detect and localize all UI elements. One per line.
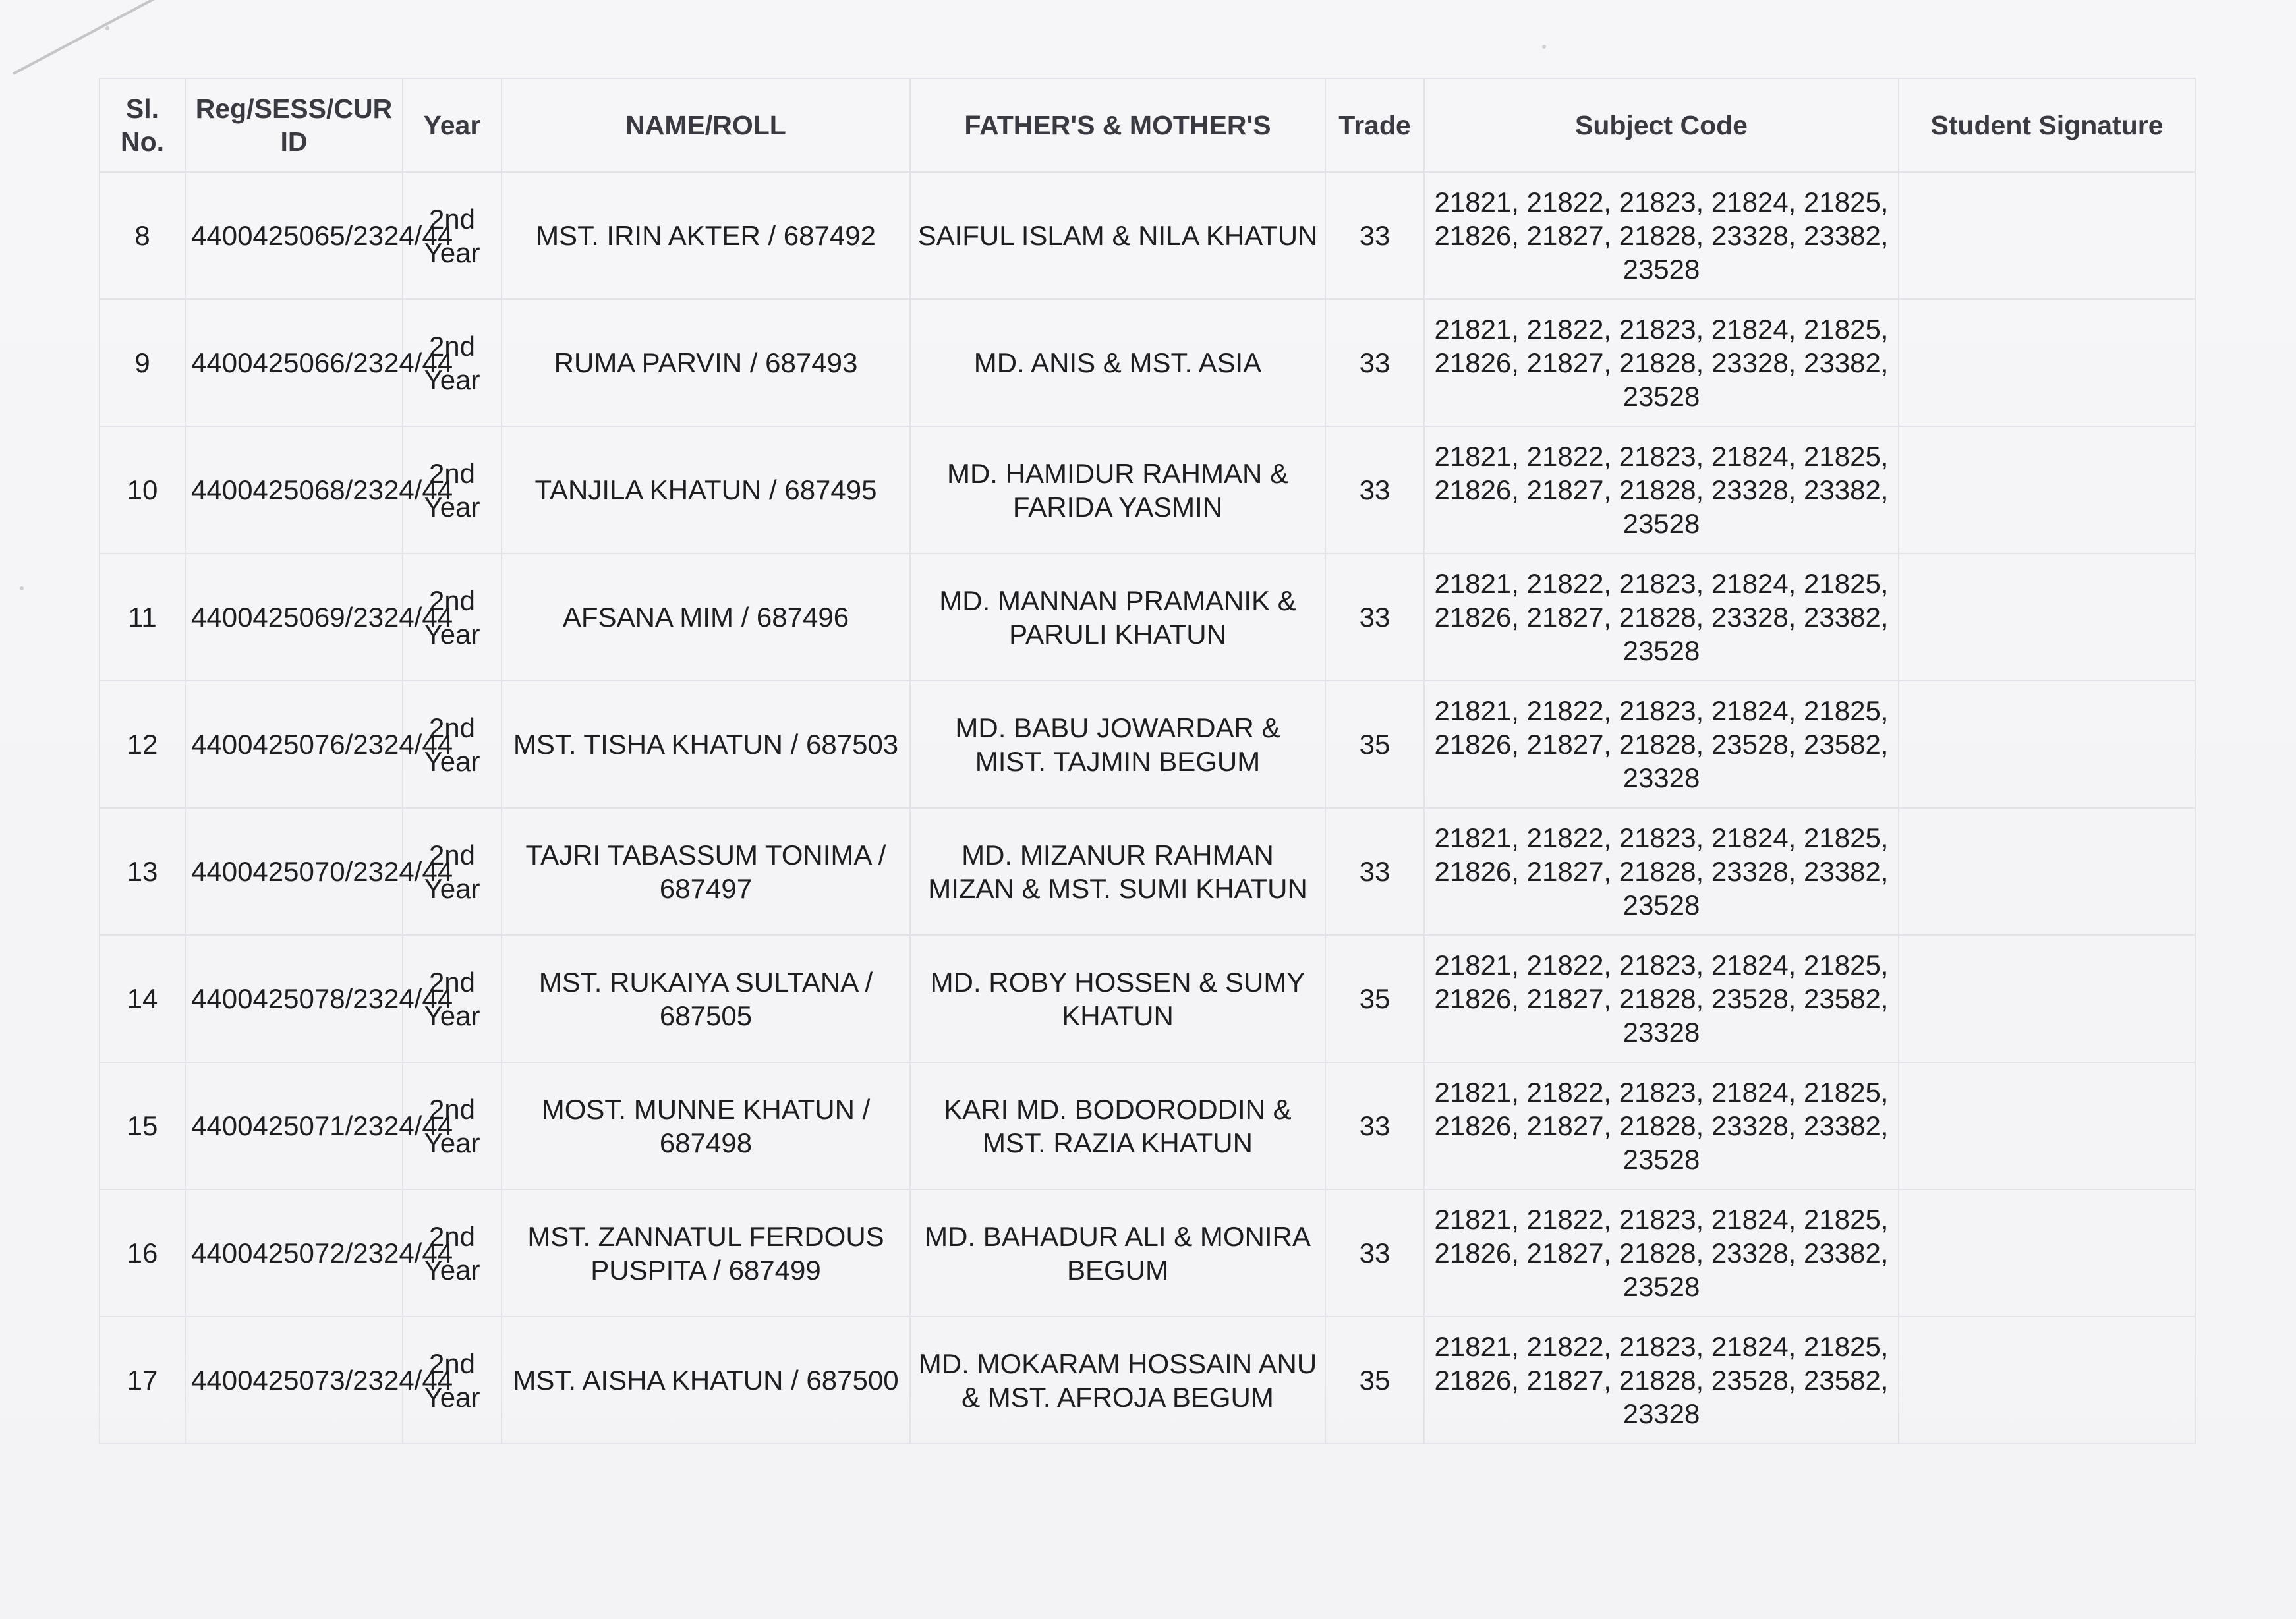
cell-sl: 14 [100, 935, 185, 1062]
cell-trade: 35 [1325, 1317, 1424, 1444]
cell-year: 2nd Year [403, 808, 502, 935]
cell-signature [1899, 172, 2195, 299]
cell-name-roll: MST. TISHA KHATUN / 687503 [502, 681, 910, 808]
cell-subject-code: 21821, 21822, 21823, 21824, 21825, 21826, 21827, 21828, 23328, 23382, 23528 [1424, 172, 1899, 299]
cell-trade: 35 [1325, 935, 1424, 1062]
cell-sl: 12 [100, 681, 185, 808]
cell-parents: MD. ROBY HOSSEN & SUMY KHATUN [910, 935, 1325, 1062]
cell-sl: 10 [100, 426, 185, 554]
cell-trade: 33 [1325, 426, 1424, 554]
cell-trade: 35 [1325, 681, 1424, 808]
cell-year: 2nd Year [403, 426, 502, 554]
cell-name-roll: MOST. MUNNE KHATUN / 687498 [502, 1062, 910, 1189]
cell-reg-id: 4400425066/2324/44 [185, 299, 403, 426]
cell-sl: 17 [100, 1317, 185, 1444]
cell-trade: 33 [1325, 1062, 1424, 1189]
cell-reg-id: 4400425078/2324/44 [185, 935, 403, 1062]
col-header-student-signature: Student Signature [1899, 78, 2195, 172]
table-row [100, 1062, 2195, 1189]
cell-trade: 33 [1325, 1189, 1424, 1317]
cell-year: 2nd Year [403, 172, 502, 299]
cell-reg-id: 4400425069/2324/44 [185, 554, 403, 681]
cell-reg-id: 4400425076/2324/44 [185, 681, 403, 808]
table-header-row [100, 78, 2195, 172]
cell-parents: MD. MIZANUR RAHMAN MIZAN & MST. SUMI KHATUN [910, 808, 1325, 935]
cell-signature [1899, 1317, 2195, 1444]
cell-parents: MD. ANIS & MST. ASIA [910, 299, 1325, 426]
table-row [100, 808, 2195, 935]
cell-name-roll: MST. ZANNATUL FERDOUS PUSPITA / 687499 [502, 1189, 910, 1317]
scan-speck [20, 586, 24, 590]
cell-year: 2nd Year [403, 554, 502, 681]
cell-year: 2nd Year [403, 681, 502, 808]
cell-sl: 11 [100, 554, 185, 681]
table-row [100, 1189, 2195, 1317]
col-header-name-roll: NAME/ROLL [502, 78, 910, 172]
scan-pen-mark [13, 0, 188, 75]
cell-reg-id: 4400425071/2324/44 [185, 1062, 403, 1189]
cell-parents: MD. MANNAN PRAMANIK & PARULI KHATUN [910, 554, 1325, 681]
scan-speck [105, 26, 109, 30]
col-header-trade: Trade [1325, 78, 1424, 172]
cell-reg-id: 4400425072/2324/44 [185, 1189, 403, 1317]
cell-sl: 13 [100, 808, 185, 935]
cell-subject-code: 21821, 21822, 21823, 21824, 21825, 21826, 21827, 21828, 23328, 23382, 23528 [1424, 426, 1899, 554]
table-row [100, 554, 2195, 681]
cell-sl: 15 [100, 1062, 185, 1189]
scan-speck [1542, 45, 1546, 49]
cell-reg-id: 4400425073/2324/44 [185, 1317, 403, 1444]
cell-reg-id: 4400425070/2324/44 [185, 808, 403, 935]
cell-reg-id: 4400425068/2324/44 [185, 426, 403, 554]
cell-sl: 8 [100, 172, 185, 299]
cell-name-roll: MST. RUKAIYA SULTANA / 687505 [502, 935, 910, 1062]
col-header-sl: Sl. No. [100, 78, 185, 172]
cell-signature [1899, 299, 2195, 426]
table-row [100, 1317, 2195, 1444]
table-row [100, 172, 2195, 299]
cell-year: 2nd Year [403, 1317, 502, 1444]
cell-parents: MD. BAHADUR ALI & MONIRA BEGUM [910, 1189, 1325, 1317]
cell-name-roll: MST. AISHA KHATUN / 687500 [502, 1317, 910, 1444]
cell-trade: 33 [1325, 554, 1424, 681]
cell-name-roll: MST. IRIN AKTER / 687492 [502, 172, 910, 299]
student-register-table [99, 78, 2196, 1444]
cell-parents: KARI MD. BODORODDIN & MST. RAZIA KHATUN [910, 1062, 1325, 1189]
cell-name-roll: TANJILA KHATUN / 687495 [502, 426, 910, 554]
cell-trade: 33 [1325, 172, 1424, 299]
cell-signature [1899, 426, 2195, 554]
cell-reg-id: 4400425065/2324/44 [185, 172, 403, 299]
cell-subject-code: 21821, 21822, 21823, 21824, 21825, 21826, 21827, 21828, 23328, 23382, 23528 [1424, 299, 1899, 426]
cell-year: 2nd Year [403, 299, 502, 426]
col-header-reg-id: Reg/SESS/CUR ID [185, 78, 403, 172]
cell-year: 2nd Year [403, 935, 502, 1062]
cell-subject-code: 21821, 21822, 21823, 21824, 21825, 21826, 21827, 21828, 23528, 23582, 23328 [1424, 935, 1899, 1062]
cell-signature [1899, 681, 2195, 808]
table-row [100, 935, 2195, 1062]
cell-trade: 33 [1325, 299, 1424, 426]
cell-signature [1899, 1189, 2195, 1317]
col-header-year: Year [403, 78, 502, 172]
cell-signature [1899, 808, 2195, 935]
col-header-parents: FATHER'S & MOTHER'S [910, 78, 1325, 172]
cell-signature [1899, 935, 2195, 1062]
cell-parents: MD. MOKARAM HOSSAIN ANU & MST. AFROJA BEGUM [910, 1317, 1325, 1444]
cell-parents: MD. BABU JOWARDAR & MIST. TAJMIN BEGUM [910, 681, 1325, 808]
cell-sl: 16 [100, 1189, 185, 1317]
cell-name-roll: AFSANA MIM / 687496 [502, 554, 910, 681]
cell-year: 2nd Year [403, 1189, 502, 1317]
cell-sl: 9 [100, 299, 185, 426]
cell-signature [1899, 1062, 2195, 1189]
table-row [100, 426, 2195, 554]
cell-subject-code: 21821, 21822, 21823, 21824, 21825, 21826, 21827, 21828, 23328, 23382, 23528 [1424, 1189, 1899, 1317]
cell-subject-code: 21821, 21822, 21823, 21824, 21825, 21826, 21827, 21828, 23328, 23382, 23528 [1424, 554, 1899, 681]
table-row [100, 299, 2195, 426]
cell-name-roll: RUMA PARVIN / 687493 [502, 299, 910, 426]
cell-subject-code: 21821, 21822, 21823, 21824, 21825, 21826, 21827, 21828, 23328, 23382, 23528 [1424, 808, 1899, 935]
cell-trade: 33 [1325, 808, 1424, 935]
cell-parents: SAIFUL ISLAM & NILA KHATUN [910, 172, 1325, 299]
cell-name-roll: TAJRI TABASSUM TONIMA / 687497 [502, 808, 910, 935]
col-header-subject-code: Subject Code [1424, 78, 1899, 172]
cell-signature [1899, 554, 2195, 681]
cell-year: 2nd Year [403, 1062, 502, 1189]
cell-subject-code: 21821, 21822, 21823, 21824, 21825, 21826, 21827, 21828, 23528, 23582, 23328 [1424, 681, 1899, 808]
cell-subject-code: 21821, 21822, 21823, 21824, 21825, 21826, 21827, 21828, 23328, 23382, 23528 [1424, 1062, 1899, 1189]
cell-parents: MD. HAMIDUR RAHMAN & FARIDA YASMIN [910, 426, 1325, 554]
table-row [100, 681, 2195, 808]
cell-subject-code: 21821, 21822, 21823, 21824, 21825, 21826, 21827, 21828, 23528, 23582, 23328 [1424, 1317, 1899, 1444]
